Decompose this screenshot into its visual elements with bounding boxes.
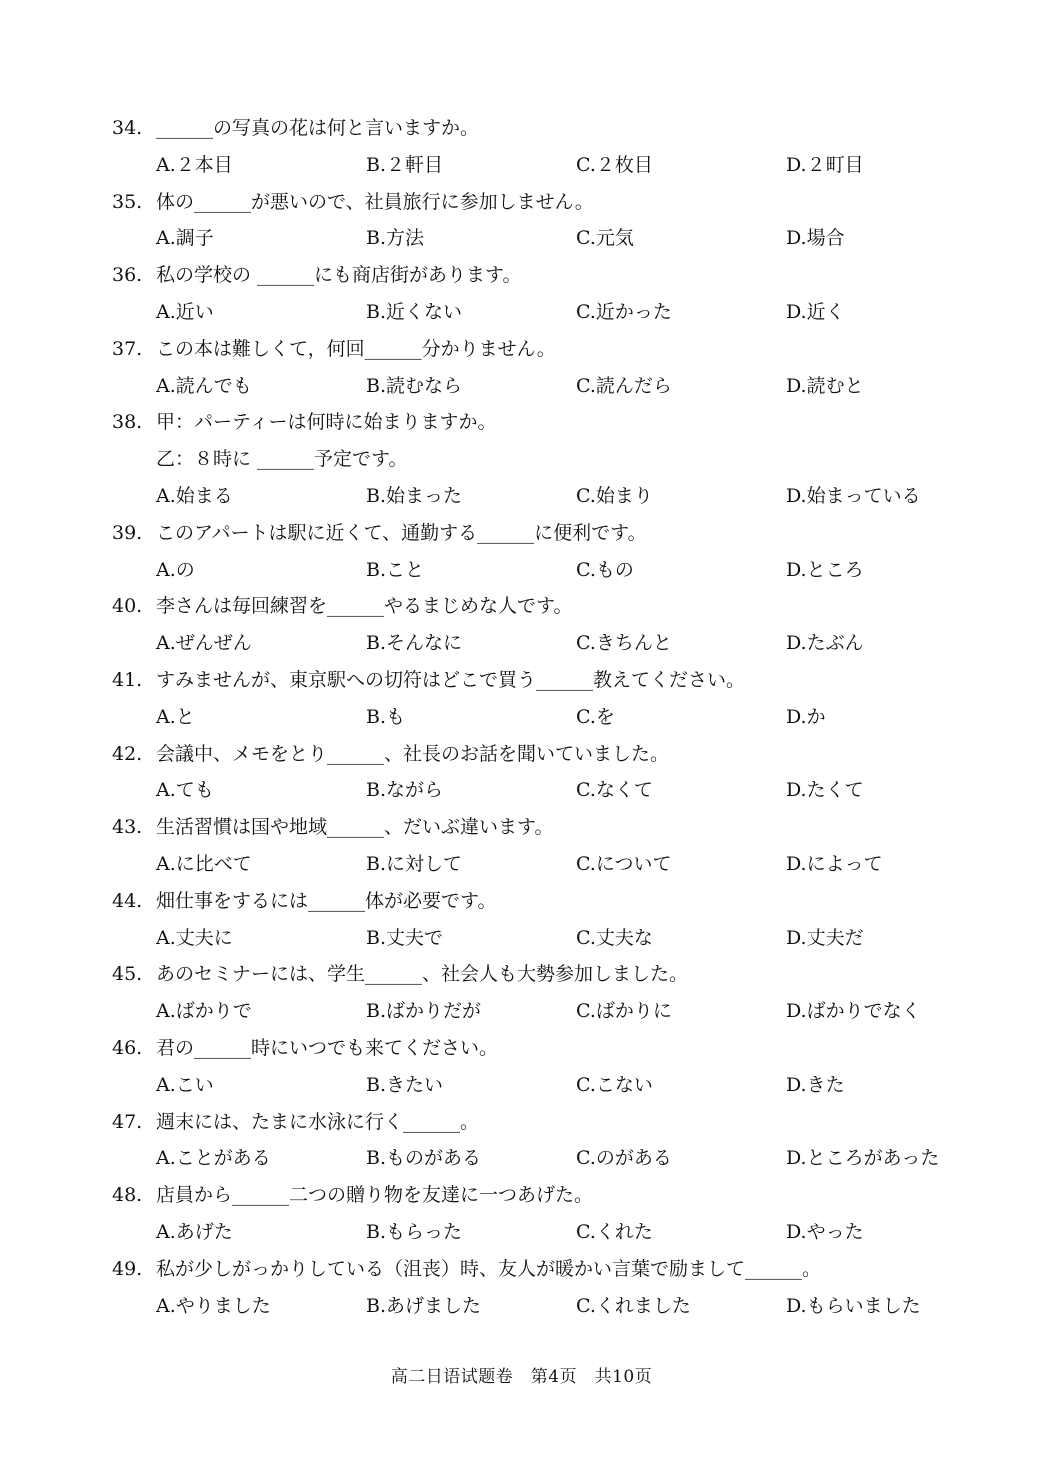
answer-option-b: B.ばかりだが [366, 1000, 482, 1023]
question-number: 49. [112, 1257, 143, 1280]
question-stem-line [112, 1104, 972, 1141]
question-49 [112, 1251, 972, 1325]
answer-option-b: B.ものがある [366, 1147, 482, 1170]
question-stem: 週末には、たまに水泳に行く______。 [156, 1110, 480, 1133]
answer-option-c: C.もの [576, 558, 634, 581]
question-number: 43. [112, 816, 143, 839]
answer-option-c: C.２枚目 [576, 153, 653, 176]
question-43 [112, 809, 972, 883]
question-stem: この本は難しくて，何回______分かりません。 [156, 337, 556, 360]
question-42 [112, 736, 972, 810]
answer-option-b: B.ながら [366, 779, 444, 802]
answer-option-c: C.近かった [576, 300, 672, 323]
answer-option-d: D.場合 [786, 227, 845, 250]
question-number: 35. [112, 190, 143, 213]
question-44 [112, 883, 972, 957]
question-45 [112, 956, 972, 1030]
question-39 [112, 515, 972, 589]
question-number: 41. [112, 668, 143, 691]
question-stem-line [112, 588, 972, 625]
answer-option-c: C.について [576, 852, 672, 875]
answer-option-c: C.くれました [576, 1294, 691, 1317]
answer-option-d: D.によって [786, 852, 883, 875]
answer-option-d: D.もらいました [786, 1294, 921, 1317]
answer-options [112, 294, 972, 331]
answer-option-b: B.２軒目 [366, 153, 444, 176]
question-stem-line [112, 110, 972, 147]
question-stem: 君の______時にいつでも来てください。 [156, 1036, 499, 1059]
question-number: 39. [112, 521, 143, 544]
answer-option-c: C.なくて [576, 779, 653, 802]
answer-options [112, 772, 972, 809]
answer-option-d: D.ところ [786, 558, 864, 581]
answer-options [112, 478, 972, 515]
answer-option-a: A.ても [156, 779, 214, 802]
answer-option-a: A.と [156, 705, 195, 728]
answer-options [112, 220, 972, 257]
question-stem-line [112, 736, 972, 773]
question-stem-line [112, 1251, 972, 1288]
question-stem-line [112, 662, 972, 699]
question-37 [112, 331, 972, 405]
answer-options [112, 552, 972, 589]
question-number: 45. [112, 963, 143, 986]
question-stem: 会議中、メモをとり______、社長のお話を聞いていました。 [156, 742, 670, 765]
answer-options [112, 993, 972, 1030]
answer-option-b: B.方法 [366, 227, 425, 250]
answer-option-b: B.読むなら [366, 374, 463, 397]
answer-option-a: A.調子 [156, 227, 214, 250]
answer-option-a: A.の [156, 558, 195, 581]
question-stem: 李さんは毎回練習を______やるまじめな人です。 [156, 595, 573, 618]
question-number: 47. [112, 1110, 143, 1133]
question-stem: ______の写真の花は何と言いますか。 [156, 117, 480, 139]
answer-option-d: D.丈夫だ [786, 926, 864, 949]
question-number: 42. [112, 742, 143, 765]
answer-option-a: A.こい [156, 1073, 214, 1096]
answer-option-a: A.２本目 [156, 153, 233, 176]
question-list [112, 110, 972, 1324]
question-38 [112, 404, 972, 514]
answer-option-d: D.やった [786, 1220, 864, 1243]
answer-option-a: A.ことがある [156, 1147, 271, 1170]
question-number: 46. [112, 1036, 143, 1059]
answer-option-b: B.あげました [366, 1294, 482, 1317]
question-stem-line [112, 1177, 972, 1214]
question-number: 44. [112, 889, 143, 912]
question-stem-line [112, 515, 972, 552]
answer-option-c: C.きちんと [576, 632, 672, 655]
question-number: 34. [112, 117, 143, 139]
answer-option-d: D.２町目 [786, 153, 864, 176]
answer-option-c: C.始まり [576, 484, 653, 507]
answer-option-c: C.を [576, 705, 615, 728]
answer-option-b: B.もらった [366, 1220, 463, 1243]
answer-option-d: D.近く [786, 300, 845, 323]
answer-option-b: B.に対して [366, 852, 463, 875]
question-stem: 体の______が悪いので、社員旅行に参加しません。 [156, 190, 594, 213]
question-stem: 生活習慣は国や地域______、だいぶ違います。 [156, 816, 554, 839]
page-footer: 高二日语试题卷 第4页 共10页 [390, 1367, 653, 1387]
answer-option-d: D.読むと [786, 374, 864, 397]
answer-option-d: D.きた [786, 1073, 845, 1096]
answer-option-b: B.きたい [366, 1073, 444, 1096]
answer-option-a: A.やりました [156, 1294, 271, 1317]
answer-option-c: C.ばかりに [576, 1000, 672, 1023]
answer-option-c: C.読んだら [576, 374, 672, 397]
question-stem: すみませんが、東京駅への切符はどこで買う______教えてください。 [156, 668, 746, 691]
answer-options [112, 625, 972, 662]
question-stem: 私が少しがっかりしている（沮丧）時、友人が暖かい言葉で励まして______。 [156, 1257, 822, 1280]
answer-option-c: C.こない [576, 1073, 653, 1096]
answer-option-d: D.たくて [786, 779, 864, 802]
question-stem: 店員から______二つの贈り物を友達に一つあげた。 [156, 1184, 594, 1207]
answer-options [112, 1140, 972, 1177]
answer-option-b: B.こと [366, 558, 425, 581]
question-number: 40. [112, 595, 143, 618]
question-number: 36. [112, 264, 143, 287]
answer-options [112, 699, 972, 736]
answer-option-a: A.ぜんぜん [156, 632, 252, 655]
question-number: 48. [112, 1184, 143, 1207]
answer-option-d: D.ばかりでなく [786, 1000, 921, 1023]
question-48 [112, 1177, 972, 1251]
answer-option-a: A.近い [156, 300, 214, 323]
answer-options [112, 1214, 972, 1251]
question-46 [112, 1030, 972, 1104]
answer-option-a: A.始まる [156, 484, 233, 507]
answer-option-d: D.たぶん [786, 632, 864, 655]
question-stem: 甲：パーティーは何時に始まりますか。 [156, 411, 497, 434]
answer-option-c: C.くれた [576, 1220, 653, 1243]
question-41 [112, 662, 972, 736]
question-stem-line [112, 809, 972, 846]
question-stem-line [112, 404, 972, 441]
question-35 [112, 184, 972, 258]
question-stem-line [112, 331, 972, 368]
question-stem-line [112, 184, 972, 221]
answer-options [112, 368, 972, 405]
question-stem-second-line: 乙：８時に ______予定です。 [156, 448, 408, 471]
question-stem: このアパートは駅に近くて、通勤する______に便利です。 [156, 521, 647, 544]
answer-option-b: B.始まった [366, 484, 463, 507]
answer-option-b: B.近くない [366, 300, 463, 323]
answer-option-c: C.丈夫な [576, 926, 653, 949]
answer-option-a: A.読んでも [156, 374, 252, 397]
question-34 [112, 110, 972, 184]
answer-option-b: B.も [366, 705, 406, 728]
question-stem: 畑仕事をするには______体が必要です。 [156, 889, 497, 912]
question-40 [112, 588, 972, 662]
question-number: 37. [112, 337, 143, 360]
question-number: 38. [112, 411, 143, 434]
answer-option-d: D.か [786, 705, 826, 728]
question-stem: 私の学校の ______にも商店街があります。 [156, 264, 522, 287]
question-36 [112, 257, 972, 331]
answer-option-a: A.あげた [156, 1220, 233, 1243]
answer-options [112, 846, 972, 883]
question-stem-line [112, 257, 972, 294]
answer-option-d: D.始まっている [786, 484, 921, 507]
answer-options [112, 147, 972, 184]
question-47 [112, 1104, 972, 1178]
answer-options [112, 1067, 972, 1104]
answer-option-c: C.元気 [576, 227, 634, 250]
question-stem-line [112, 956, 972, 993]
answer-option-d: D.ところがあった [786, 1147, 940, 1170]
answer-option-a: A.丈夫に [156, 926, 233, 949]
answer-option-a: A.に比べて [156, 852, 252, 875]
question-stem: あのセミナーには、学生______、社会人も大勢参加しました。 [156, 963, 689, 986]
question-stem-line [112, 1030, 972, 1067]
answer-option-c: C.のがある [576, 1147, 672, 1170]
answer-option-a: A.ばかりで [156, 1000, 252, 1023]
answer-option-b: B.丈夫で [366, 926, 444, 949]
answer-option-b: B.そんなに [366, 632, 463, 655]
question-stem-line [112, 883, 972, 920]
answer-options [112, 920, 972, 957]
answer-options [112, 1288, 972, 1325]
